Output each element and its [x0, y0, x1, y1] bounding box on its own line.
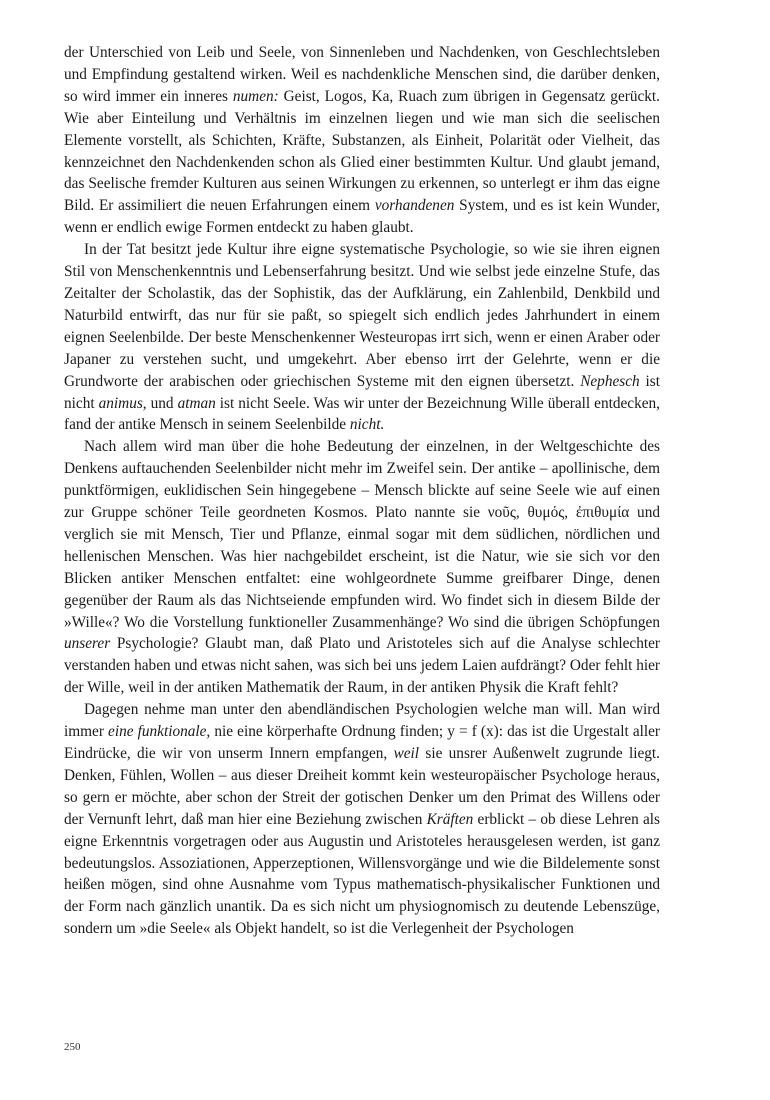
italic-text: atman — [177, 394, 216, 412]
italic-text: vorhandenen — [374, 197, 455, 215]
paragraph-4 — [64, 699, 660, 940]
paragraph-1 — [64, 42, 660, 239]
text-run: erblickt – ob diese Lehren als eigne Erkenntnis vorgetragen oder aus Augustin und Aristoteles herausgelesen werden, ist ganz bedeutungslos. Assoziationen, Apperzeptionen, Willensvorgänge und wie die Bildelemente sonst heißen mögen, sind ohne Ausnahme vom Typus mathematisch-physikalischer Funktionen und der Form nach gänzlich unantik. Da es sich nicht um physiognomisch zu deutende Lebenszüge, sondern um »die Seele« als Objekt handelt, so ist die Verlegenheit der Psychologen — [64, 810, 660, 938]
page-number: 250 — [64, 1041, 81, 1053]
text-run: sie unsrer Außenwelt zugrunde liegt. Denken, Fühlen, Wollen – aus dieser Dreiheit kommt kein westeuropäischer Psychologe heraus, so gern er möchte, aber schon der Streit der gotischen Denker um den Primat des Willens oder der Vernunft lehrt, daß man hier eine Beziehung zwischen — [64, 745, 660, 828]
paragraph-3 — [64, 436, 660, 699]
text-run: und — [146, 394, 178, 412]
text-run: ist nicht — [64, 372, 660, 412]
paragraph-2 — [64, 239, 660, 436]
text-run: System, und es ist kein Wunder, wenn er endlich ewige Formen entdeckt zu haben glaubt. — [64, 197, 660, 237]
italic-text: nicht. — [349, 416, 385, 434]
italic-text: animus, — [98, 394, 147, 412]
italic-text: eine funktionale, — [108, 723, 211, 741]
italic-text: Kräften — [426, 810, 474, 828]
text-run: In der Tat besitzt jede Kultur ihre eigne systematische Psychologie, so wie sie ihren eignen Stil von Menschenkenntnis und Lebenserfahrung besitzt. Und wie selbst jede einzelne Stufe, das Zeitalter der Scholastik, das der Sophistik, das der Aufklärung, ein Zahlenbild, Denkbild und Naturbild entwirft, das nur für sie paßt, so spiegelt sich endlich jedes Jahrhundert in einem eignen Seelenbilde. Der beste Menschenkenner Westeuropas irrt sich, wenn er einen Araber oder Japaner zu verstehen sucht, und umgekehrt. Aber ebenso irrt der Gelehrte, wenn er die Grundworte der arabischen oder griechischen Systeme mit den eignen übersetzt. — [64, 241, 660, 390]
text-run: Nach allem wird man über die hohe Bedeutung der einzelnen, in der Weltgeschichte des Denkens auftauchenden Seelenbilder nicht mehr im Zweifel sein. Der antike – apollinische, dem punktförmigen, euklidischen Sein hingegebene – Mensch blickte auf seine Seele wie auf einen zur Gruppe schöner Teile geordneten Kosmos. Plato nannte sie νοῦς, θυμός, ἐπιθυμία und verglich sie mit Mensch, Tier und Pflanze, einmal sogar mit dem südlichen, nördlichen und hellenischen Menschen. Was hier nachgebildet erscheint, ist die Natur, wie sie sich vor den Blicken antiker Menschen entfaltet: eine wohlgeordnete Summe greifbarer Dinge, denen gegenüber der Raum als das Nichtseiende empfunden wird. Wo findet sich in diesem Bilde der »Wille«? Wo die Vorstellung funktioneller Zusammenhänge? Wo sind die übrigen Schöpfungen — [64, 438, 660, 631]
italic-text: weil — [393, 745, 420, 762]
text-run: Psychologie? Glaubt man, daß Plato und Aristoteles sich auf die Analyse schlechter verstanden haben und etwas nicht sahen, was sich bei uns jedem Laien aufdrängt? Oder fehlt hier der Wille, weil in der antiken Mathematik der Raum, in der antiken Physik die Kraft fehlt? — [64, 635, 660, 697]
text-run: nie eine körperhafte Ordnung finden; y = f (x): das ist die Urgestalt aller Eindrücke, die wir von unserm Innern empfangen, — [64, 723, 660, 762]
text-run: Dagegen nehme man unter den abendländischen Psychologien welche man will. Man wird immer — [64, 701, 660, 741]
text-run: ist nicht Seele. Was wir unter der Bezeichnung Wille überall entdecken, fand der antike Mensch in seinem Seelenbilde — [64, 394, 661, 434]
text-run: der Unterschied von Leib und Seele, von Sinnenleben und Nachdenken, von Geschlechtsleben und Empfindung gestaltend wirken. Weil es nachdenkliche Menschen sind, die darüber denken, so wird immer ein inneres — [64, 44, 660, 105]
italic-text: unserer — [64, 635, 111, 653]
page-body — [64, 42, 660, 940]
italic-text: numen: — [232, 87, 279, 105]
italic-text: Nephesch — [580, 372, 640, 390]
text-run: Geist, Logos, Ka, Ruach zum übrigen in Gegensatz gerückt. Wie aber Einteilung und Verhältnis im einzelnen liegen und wie man sich die seelischen Elemente vorstellt, als Schichten, Kräfte, Substanzen, als Einheit, Polarität oder Vielheit, das kennzeichnet den Nachdenkenden schon als Glied einer bestimmten Kultur. Und glaubt jemand, das Seelische fremder Kulturen aus seinen Wirkungen zu erkennen, so unterlegt er ihm das eigne Bild. Er assimiliert die neuen Erfahrungen einem — [64, 87, 660, 215]
